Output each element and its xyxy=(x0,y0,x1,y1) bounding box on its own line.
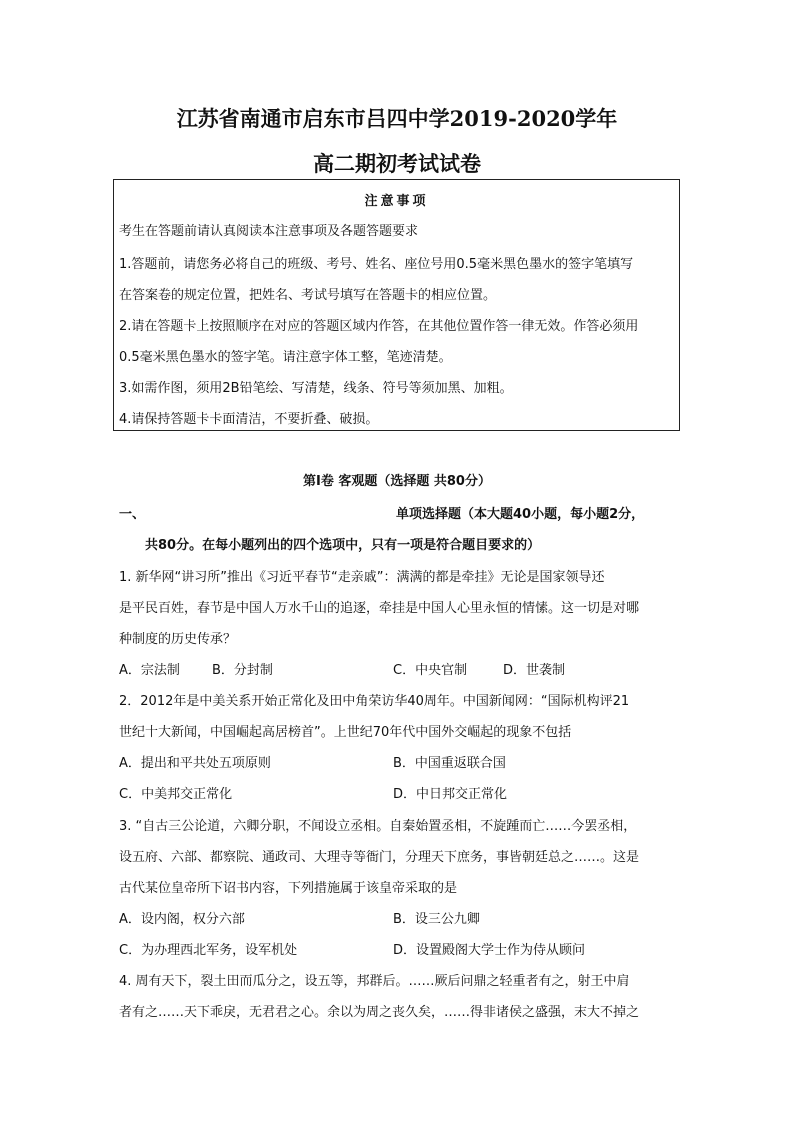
question-2-option-d: D．中日邦交正常化 xyxy=(393,787,508,802)
question-4-line: 者有之……天下乖戾，无君君之心。余以为周之丧久矣，……得非诸侯之盛强，末大不掉之 xyxy=(119,1005,640,1020)
question-3-option-b: B．设三公九卿 xyxy=(393,912,480,927)
question-1-option-c: C．中央官制 xyxy=(393,663,468,678)
part-title: 单项选择题（本大题40小题，每小题2分， xyxy=(396,507,645,522)
question-1-option-a: A．宗法制 xyxy=(119,663,180,678)
section-title: 第Ⅰ卷 客观题（选择题 共80分） xyxy=(303,474,491,489)
question-2-line: 2．2012年是中美关系开始正常化及田中角荣访华40周年。中国新闻网：“国际机构评21 xyxy=(119,694,630,709)
notice-box xyxy=(113,179,680,431)
question-1-option-d: D．世袭制 xyxy=(503,663,566,678)
notice-line: 在答案卷的规定位置，把姓名、考试号填写在答题卡的相应位置。 xyxy=(119,288,497,303)
question-2-option-b: B．中国重返联合国 xyxy=(393,756,506,771)
question-3-line: 设五府、六部、都察院、通政司、大理寺等衙门，分理天下庶务，事皆朝廷总之……。这是 xyxy=(119,850,640,865)
notice-heading: 注意事项 xyxy=(364,194,429,209)
notice-line: 2.请在答题卡上按照顺序在对应的答题区域内作答，在其他位置作答一律无效。作答必须用 xyxy=(119,319,639,334)
question-1-option-b: B．分封制 xyxy=(212,663,273,678)
question-1-line: 1. 新华网“讲习所”推出《习近平春节“走亲戚”：满满的都是牵挂》无论是国家领导还 xyxy=(119,570,605,585)
notice-line: 1.答题前，请您务必将自己的班级、考号、姓名、座位号用0.5毫米黑色墨水的签字笔填写 xyxy=(119,257,634,272)
document-title: 江苏省南通市启东市吕四中学2019-2020学年 xyxy=(176,106,618,131)
question-3-option-c: C．为办理西北军务，设军机处 xyxy=(119,943,298,958)
question-2-line: 世纪十大新闻，中国崛起高居榜首”。上世纪70年代中国外交崛起的现象不包括 xyxy=(119,725,572,740)
question-3-option-a: A．设内阁，权分六部 xyxy=(119,912,245,927)
notice-line: 考生在答题前请认真阅读本注意事项及各题答题要求 xyxy=(119,224,419,239)
question-1-line: 种制度的历史传承？ xyxy=(119,632,237,647)
part-number: 一、 xyxy=(119,507,146,522)
question-3-line: 古代某位皇帝所下诏书内容，下列措施属于该皇帝采取的是 xyxy=(119,881,458,896)
part-title-cont: 共80分。在每小题列出的四个选项中，只有一项是符合题目要求的） xyxy=(145,538,541,553)
notice-line: 0.5毫米黑色墨水的签字笔。请注意字体工整，笔迹清楚。 xyxy=(119,350,452,365)
question-2-option-a: A．提出和平共处五项原则 xyxy=(119,756,271,771)
question-2-option-c: C．中美邦交正常化 xyxy=(119,787,233,802)
question-3-line: 3. “自古三公论道，六卿分职，不闻设立丞相。自秦始置丞相，不旋踵而亡……今罢丞相， xyxy=(119,819,637,834)
question-1-line: 是平民百姓，春节是中国人万水千山的追逐，牵挂是中国人心里永恒的情愫。这一切是对哪 xyxy=(119,601,640,616)
document-subtitle: 高二期初考试试卷 xyxy=(313,151,481,176)
question-4-line: 4. 周有天下，裂土田而瓜分之，设五等，邦群后。……厥后问鼎之轻重者有之，射王中肩 xyxy=(119,974,630,989)
notice-line: 3.如需作图，须用2B铅笔绘、写清楚，线条、符号等须加黑、加粗。 xyxy=(119,381,513,396)
notice-line: 4.请保持答题卡卡面清洁，不要折叠、破损。 xyxy=(119,412,379,427)
question-3-option-d: D．设置殿阁大学士作为侍从顾问 xyxy=(393,943,586,958)
